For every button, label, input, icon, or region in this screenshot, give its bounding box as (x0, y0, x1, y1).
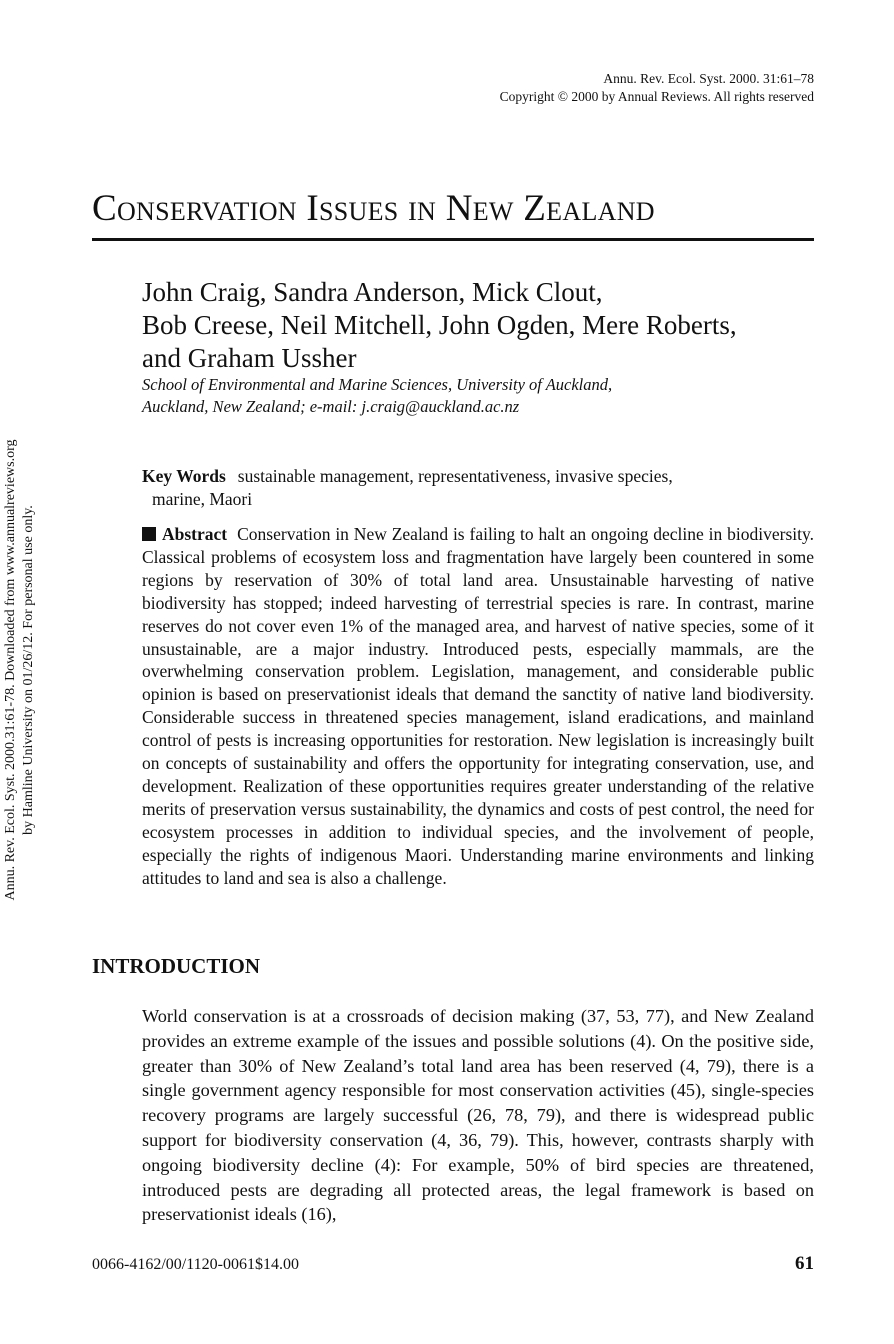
affiliation (142, 374, 612, 418)
side-note-line: by Hamline University on 01/26/12. For personal use only. (21, 505, 36, 835)
abstract (142, 523, 814, 890)
copyright-line: Copyright © 2000 by Annual Reviews. All rights reserved (499, 89, 814, 104)
journal-citation (500, 70, 814, 106)
author-line: John Craig, Sandra Anderson, Mick Clout, (142, 277, 603, 307)
side-note-line: Annu. Rev. Ecol. Syst. 2000.31:61-78. Downloaded from www.annualreviews.org (3, 439, 18, 901)
author-line: Bob Creese, Neil Mitchell, John Ogden, Mere Roberts, (142, 310, 737, 340)
keywords-text: sustainable management, representativeness, invasive species, (237, 466, 673, 486)
keywords-text-continued: marine, Maori (152, 488, 253, 509)
affiliation-line: School of Environmental and Marine Sciences, University of Auckland, (142, 375, 613, 394)
abstract-label: Abstract (162, 524, 228, 544)
article-title: Conservation Issues in New Zealand (92, 186, 814, 241)
keywords-label: Key Words (142, 466, 226, 486)
section-heading-introduction: INTRODUCTION (92, 954, 261, 978)
abstract-text: Conservation in New Zealand is failing to halt an ongoing decline in biodiversity. Classical problems of ecosystem loss and fragmentation have largely been countered in some regions by reservation of 30% of total land area. Unsustainable harvesting of native biodiversity has stopped; indeed harvesting of terrestrial species is rare. In contrast, marine reserves do not cover even 1% of the managed area, and harvest of native species, some of it unsustainable, are a major industry. Introduced pests, especially mammals, are the overwhelming conservation problem. Legislation, management, and considerable public opinion is based on preservationist ideals that demand the sanctity of native land biodiversity. Considerable success in threatened species management, island eradications, and mainland control of pests is increasing opportunities for restoration. New legislation is increasingly built on concepts of sustainability and offers the opportunity for integrating conservation, use, and development. Realization of these opportunities requires greater understanding of the relative merits of preservation versus sustainability, the dynamics and costs of pest control, the need for ecosystem processes in addition to individual species, and the involvement of people, especially the rights of indigenous Maori. Understanding marine environments and linking attitudes to land and sea is also a challenge. (142, 524, 814, 888)
author-line: and Graham Ussher (142, 343, 357, 373)
introduction-paragraph: World conservation is at a crossroads of decision making (37, 53, 77), and New Zealand provides an extreme example of the issues and possible solutions (4). On the positive side, greater than 30% of New Zealand’s total land area has been reserved (4, 79), there is a single government agency responsible for most conservation activities (45), single-species recovery programs are largely successful (26, 78, 79), and there is widespread public support for biodiversity conservation (4, 36, 79). This, however, contrasts sharply with ongoing biodiversity decline (4): For example, 50% of bird species are threatened, introduced pests are degrading all protected areas, the legal framework is based on preservationist ideals (16), (142, 1006, 814, 1225)
footer-code: 0066-4162/00/1120-0061$14.00 (92, 1256, 299, 1273)
author-list (142, 276, 737, 375)
download-side-note (2, 390, 42, 950)
keywords (142, 465, 814, 510)
affiliation-line: Auckland, New Zealand; e-mail: j.craig@auckland.ac.nz (142, 397, 520, 416)
citation-line: Annu. Rev. Ecol. Syst. 2000. 31:61–78 (603, 71, 814, 86)
page-number: 61 (795, 1253, 814, 1274)
abstract-square-icon (142, 527, 156, 541)
